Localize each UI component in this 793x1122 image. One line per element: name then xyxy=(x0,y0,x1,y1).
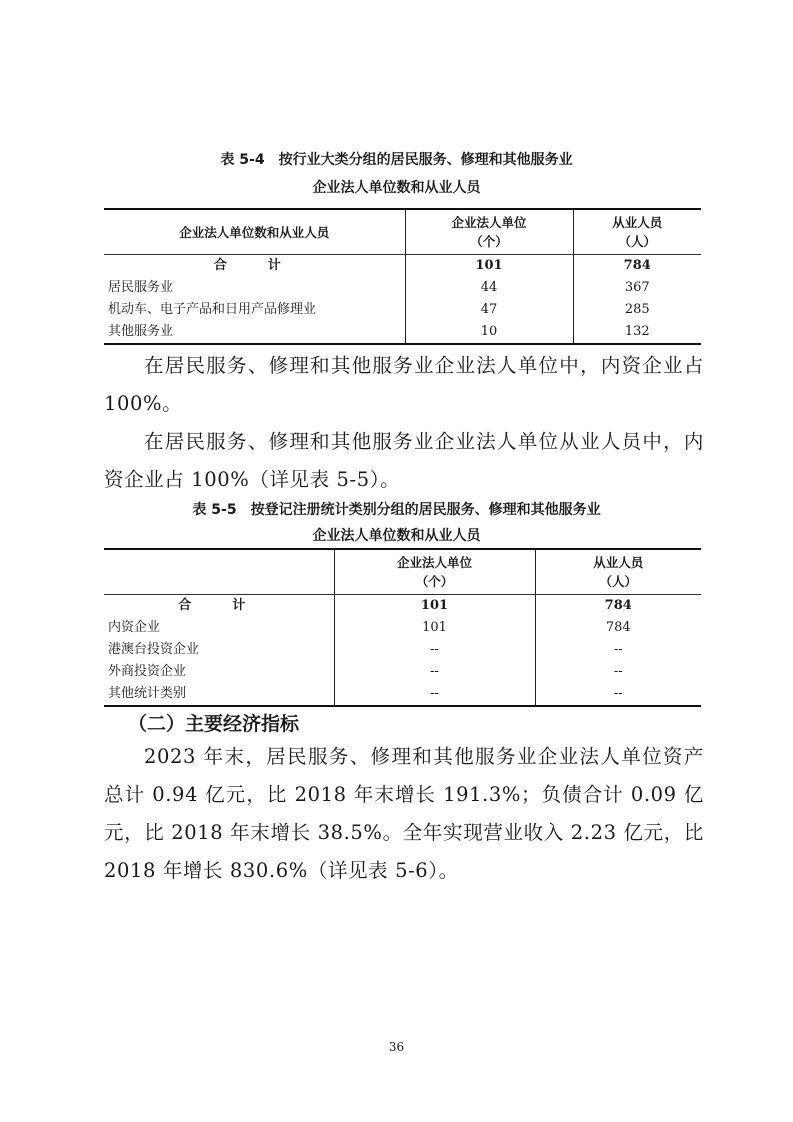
paragraph-domestic-units: 在居民服务、修理和其他服务业企业法人单位中，内资企业占100%。 xyxy=(104,354,704,415)
row-label: 机动车、电子产品和日用产品修理业 xyxy=(108,302,317,317)
row-units: -- xyxy=(334,639,535,661)
row-label: 外商投资企业 xyxy=(108,664,187,679)
row-employees: 784 xyxy=(535,617,701,639)
table-5-4 xyxy=(104,208,701,345)
row-label: 合 计 xyxy=(178,598,260,613)
table-row xyxy=(104,661,701,683)
header-units-label: 企业法人单位 xyxy=(451,215,527,230)
table-5-5-caption-line1: 表 5-5 按登记注册统计类别分组的居民服务、修理和其他服务业 xyxy=(192,502,601,518)
section-heading: （二）主要经济指标 xyxy=(128,713,300,735)
header-employees xyxy=(535,549,701,595)
row-label: 内资企业 xyxy=(108,620,161,635)
table-5-5 xyxy=(104,548,701,707)
row-units: 44 xyxy=(405,277,573,299)
header-employees-label: 从业人员 xyxy=(612,215,663,230)
header-employees-label: 从业人员 xyxy=(593,555,644,570)
row-employees: -- xyxy=(535,661,701,683)
row-units: 101 xyxy=(334,595,535,618)
table-row xyxy=(104,683,701,706)
row-employees: -- xyxy=(535,639,701,661)
table-row-total xyxy=(104,595,701,618)
header-employees xyxy=(573,209,701,255)
row-units: -- xyxy=(334,661,535,683)
row-label: 其他统计类别 xyxy=(108,686,187,701)
table-row xyxy=(104,617,701,639)
header-units-unit: （个） xyxy=(415,574,454,589)
table-row xyxy=(104,299,701,321)
header-employees-unit: （人） xyxy=(599,574,637,589)
row-label: 合 计 xyxy=(213,258,295,273)
table-row xyxy=(104,639,701,661)
paragraph-domestic-employees: 在居民服务、修理和其他服务业企业法人单位从业人员中，内资企业占 100%（详见表 5-5）。 xyxy=(104,430,704,491)
table-row xyxy=(104,277,701,299)
paragraph-economic-indicators: 2023 年末，居民服务、修理和其他服务业企业法人单位资产总计 0.94 亿元，比 2018 年末增长 191.3%；负债合计 0.09 亿元，比 2018 年末增长 38.5%。全年实现营业收入 2.23 亿元，比 2018 年增长 830.6%（详见表 5-6）。 xyxy=(104,745,704,882)
row-label: 港澳台投资企业 xyxy=(108,642,200,657)
header-units-label: 企业法人单位 xyxy=(396,555,472,570)
row-employees: 367 xyxy=(573,277,701,299)
table-row-total xyxy=(104,255,701,278)
page-number: 36 xyxy=(388,1040,405,1054)
row-employees: 784 xyxy=(573,255,701,278)
row-label: 其他服务业 xyxy=(108,324,174,339)
row-units: 101 xyxy=(405,255,573,278)
row-label: 居民服务业 xyxy=(108,280,174,295)
row-employees: 784 xyxy=(535,595,701,618)
row-employees: 132 xyxy=(573,321,701,344)
header-units xyxy=(405,209,573,255)
header-units-unit: （个） xyxy=(470,234,508,249)
header-indicator: 企业法人单位数和从业人员 xyxy=(179,224,330,240)
table-5-4-caption-line1: 表 5-4 按行业大类分组的居民服务、修理和其他服务业 xyxy=(220,152,573,168)
row-units: 10 xyxy=(405,321,573,344)
header-employees-unit: （人） xyxy=(618,234,656,249)
row-units: -- xyxy=(334,683,535,706)
table-header-row xyxy=(104,209,701,255)
table-row xyxy=(104,321,701,344)
row-employees: -- xyxy=(535,683,701,706)
row-units: 101 xyxy=(334,617,535,639)
header-units xyxy=(334,549,535,595)
table-5-4-caption-line2: 企业法人单位数和从业人员 xyxy=(312,180,481,196)
table-header-row xyxy=(104,549,701,595)
header-indicator xyxy=(104,549,334,595)
table-5-5-caption-line2: 企业法人单位数和从业人员 xyxy=(312,528,481,544)
row-employees: 285 xyxy=(573,299,701,321)
row-units: 47 xyxy=(405,299,573,321)
